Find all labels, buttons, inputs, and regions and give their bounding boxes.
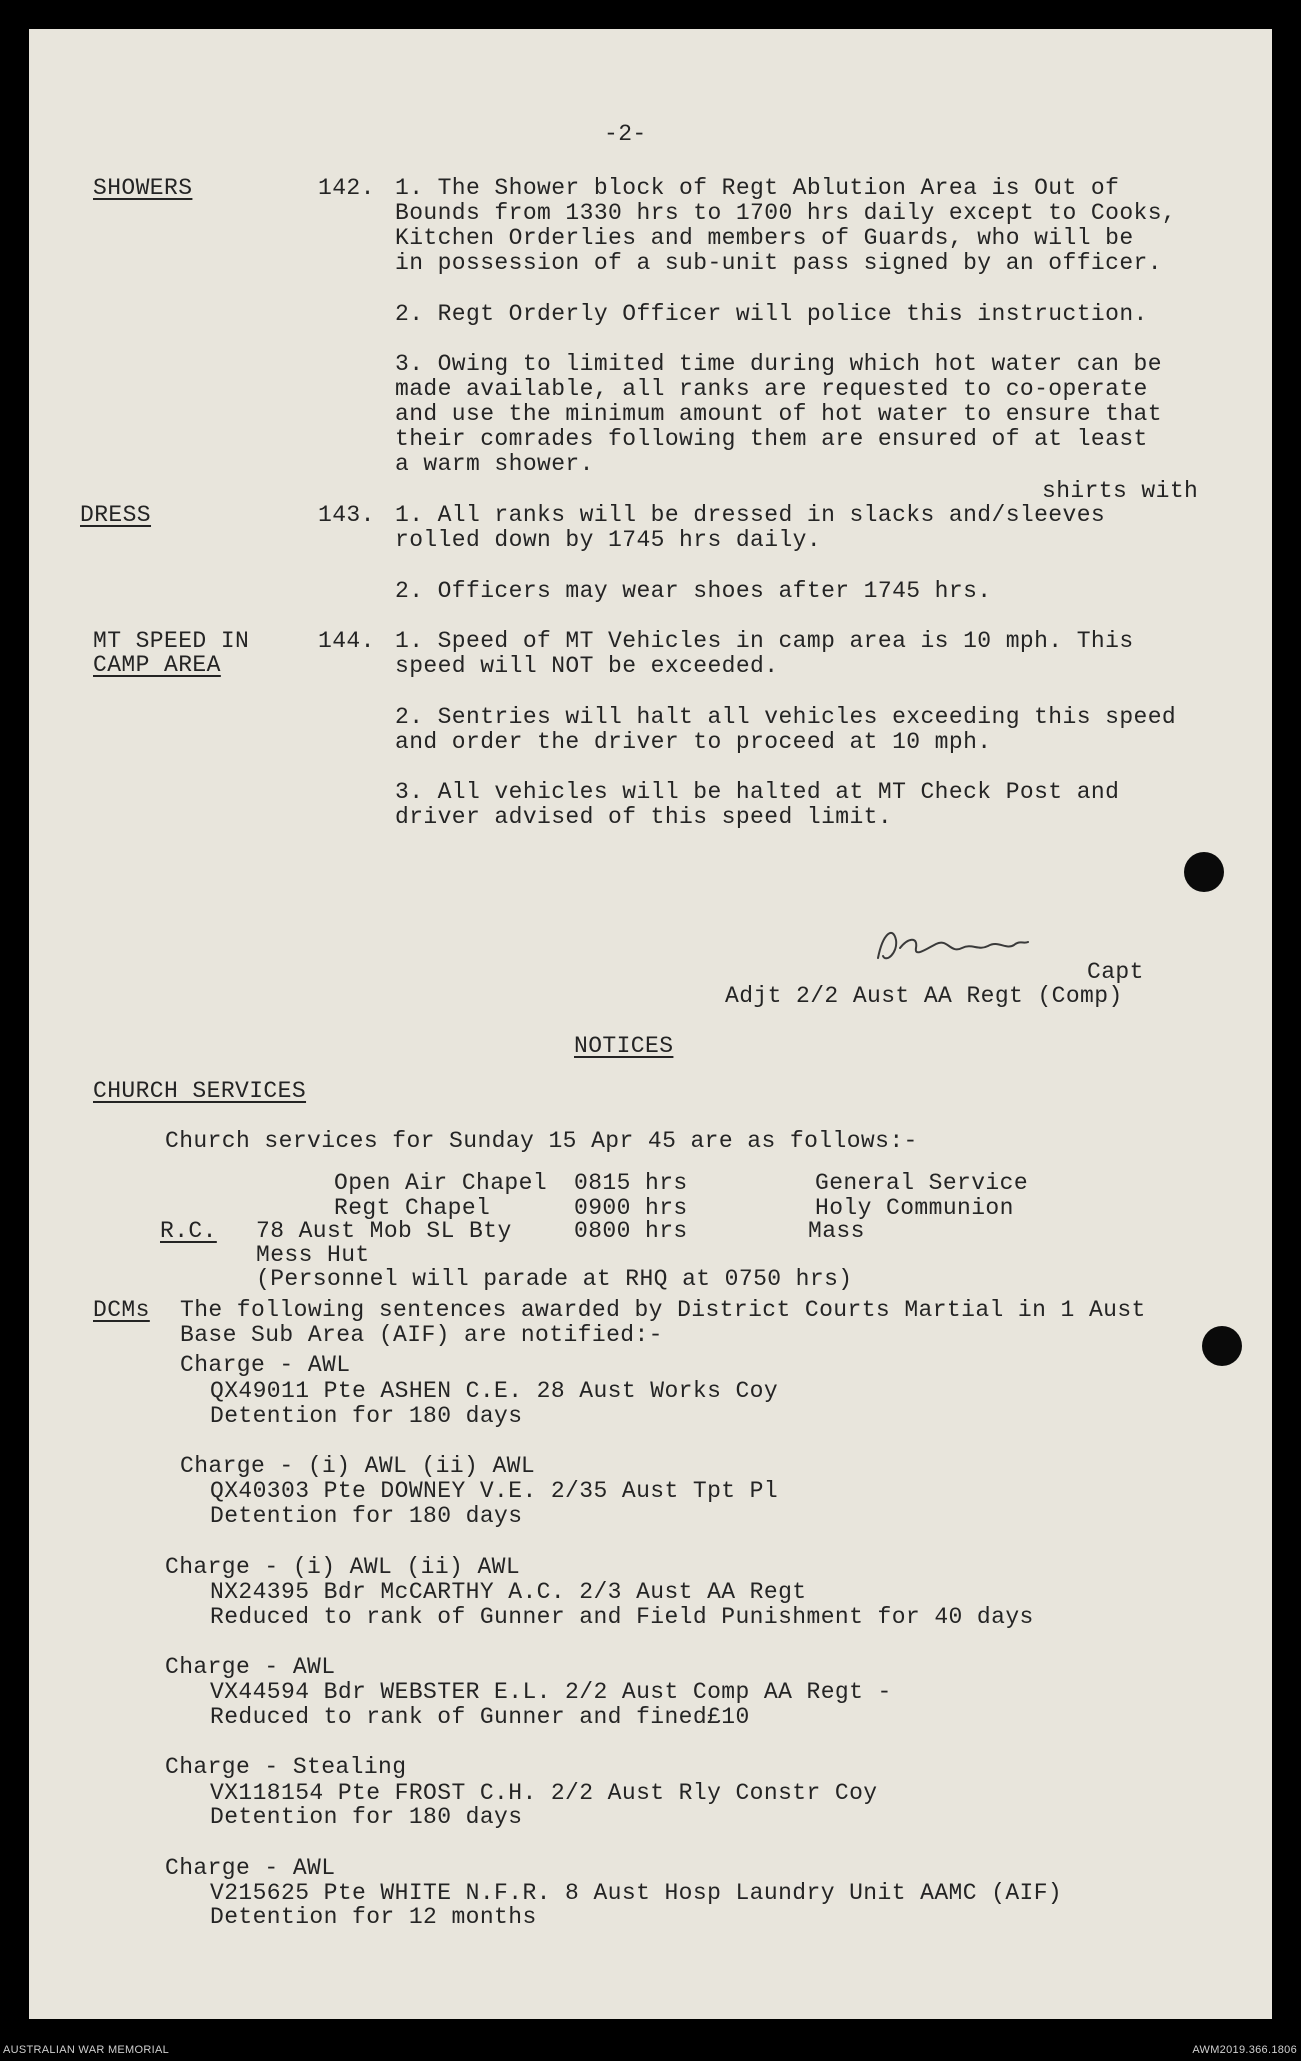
dcm-6-sentence: Detention for 12 months bbox=[210, 1904, 537, 1930]
dcm-4-charge: Charge - AWL bbox=[165, 1654, 336, 1680]
service-row-3-place: 78 Aust Mob SL Bty bbox=[256, 1218, 512, 1244]
dress-insert: shirts with bbox=[1042, 478, 1199, 504]
dcm-3-person: NX24395 Bdr McCARTHY A.C. 2/3 Aust AA Regt bbox=[210, 1579, 807, 1605]
parade-line: (Personnel will parade at RHQ at 0750 hrs) bbox=[256, 1266, 853, 1292]
showers-heading: SHOWERS bbox=[93, 175, 193, 201]
dcm-2-person: QX40303 Pte DOWNEY V.E. 2/35 Aust Tpt Pl bbox=[210, 1478, 779, 1504]
punch-hole-top bbox=[1184, 852, 1224, 892]
dcm-4-person: VX44594 Bdr WEBSTER E.L. 2/2 Aust Comp AA Regt - bbox=[210, 1679, 892, 1705]
showers-para-3: 3. Owing to limited time during which hot water can be made available, all ranks are requested to co-operate and use the minimum amount of hot water to ensure that their comrades following them are ensured of at least a warm shower. bbox=[395, 351, 1162, 477]
dcm-2-sentence: Detention for 180 days bbox=[210, 1503, 523, 1529]
handwritten-signature bbox=[838, 918, 1088, 973]
dcm-6-person: V215625 Pte WHITE N.F.R. 8 Aust Hosp Laundry Unit AAMC (AIF) bbox=[210, 1880, 1063, 1906]
showers-para-2: 2. Regt Orderly Officer will police this instruction. bbox=[395, 301, 1148, 327]
dcm-4-sentence: Reduced to rank of Gunner and fined£10 bbox=[210, 1704, 750, 1730]
service-row-2-service: Holy Communion bbox=[815, 1195, 1014, 1221]
mt-speed-para-1: 1. Speed of MT Vehicles in camp area is 10 mph. This speed will NOT be exceeded. bbox=[395, 628, 1134, 679]
dcm-5-charge: Charge - Stealing bbox=[165, 1754, 407, 1780]
mt-speed-para-3: 3. All vehicles will be halted at MT Check Post and driver advised of this speed limit. bbox=[395, 779, 1120, 830]
dcm-1-sentence: Detention for 180 days bbox=[210, 1403, 523, 1429]
archive-credit: AUSTRALIAN WAR MEMORIAL bbox=[3, 2044, 170, 2056]
service-row-1-time: 0815 hrs bbox=[574, 1170, 688, 1196]
service-row-2-place: Regt Chapel bbox=[334, 1195, 491, 1221]
dcms-intro: The following sentences awarded by District Courts Martial in 1 Aust Base Sub Area (AIF) are notified:- bbox=[180, 1297, 1146, 1348]
mt-speed-heading-2: CAMP AREA bbox=[93, 652, 221, 678]
dcm-6-charge: Charge - AWL bbox=[165, 1855, 336, 1881]
service-row-2-time: 0900 hrs bbox=[574, 1195, 688, 1221]
mt-speed-heading-1: MT SPEED IN bbox=[93, 628, 250, 654]
dcms-heading: DCMs bbox=[93, 1297, 150, 1323]
dcm-3-sentence: Reduced to rank of Gunner and Field Punishment for 40 days bbox=[210, 1604, 1034, 1630]
church-services-heading: CHURCH SERVICES bbox=[93, 1078, 307, 1104]
mt-speed-para-2: 2. Sentries will halt all vehicles exceeding this speed and order the driver to proceed at 10 mph. bbox=[395, 704, 1177, 755]
signature-rank: Capt bbox=[1087, 959, 1144, 985]
dcm-5-person: VX118154 Pte FROST C.H. 2/2 Aust Rly Constr Coy bbox=[210, 1780, 878, 1806]
dress-number: 143. bbox=[318, 502, 375, 528]
service-row-3-prefix: R.C. bbox=[160, 1218, 217, 1244]
service-row-1-place: Open Air Chapel bbox=[334, 1170, 548, 1196]
dcm-2-charge: Charge - (i) AWL (ii) AWL bbox=[180, 1453, 536, 1479]
showers-para-1: 1. The Shower block of Regt Ablution Area is Out of Bounds from 1330 hrs to 1700 hrs daily except to Cooks, Kitchen Orderlies and members of Guards, who will be in possession of a sub-unit pass signed by an officer. bbox=[395, 175, 1177, 276]
signature-appointment: Adjt 2/2 Aust AA Regt (Comp) bbox=[725, 983, 1123, 1009]
church-services-intro: Church services for Sunday 15 Apr 45 are as follows:- bbox=[165, 1128, 918, 1154]
dress-heading: DRESS bbox=[80, 502, 152, 528]
dcm-3-charge: Charge - (i) AWL (ii) AWL bbox=[165, 1554, 521, 1580]
mess-hut-line: Mess Hut bbox=[256, 1242, 370, 1268]
punch-hole-bottom bbox=[1202, 1326, 1242, 1366]
service-row-3-service: Mass bbox=[808, 1218, 865, 1244]
page-number: -2- bbox=[604, 121, 647, 147]
showers-number: 142. bbox=[318, 175, 375, 201]
dress-para-2: 2. Officers may wear shoes after 1745 hrs. bbox=[395, 578, 992, 604]
archive-reference: AWM2019.366.1806 bbox=[1192, 2044, 1297, 2056]
dcm-1-charge: Charge - AWL bbox=[180, 1352, 351, 1378]
dress-para-1: 1. All ranks will be dressed in slacks and/sleeves rolled down by 1745 hrs daily. bbox=[395, 502, 1106, 553]
service-row-3-time: 0800 hrs bbox=[574, 1218, 688, 1244]
mt-speed-number: 144. bbox=[318, 628, 375, 654]
dcm-5-sentence: Detention for 180 days bbox=[210, 1804, 523, 1830]
dcm-1-person: QX49011 Pte ASHEN C.E. 28 Aust Works Coy bbox=[210, 1378, 779, 1404]
service-row-1-service: General Service bbox=[815, 1170, 1029, 1196]
notices-heading: NOTICES bbox=[574, 1033, 674, 1059]
